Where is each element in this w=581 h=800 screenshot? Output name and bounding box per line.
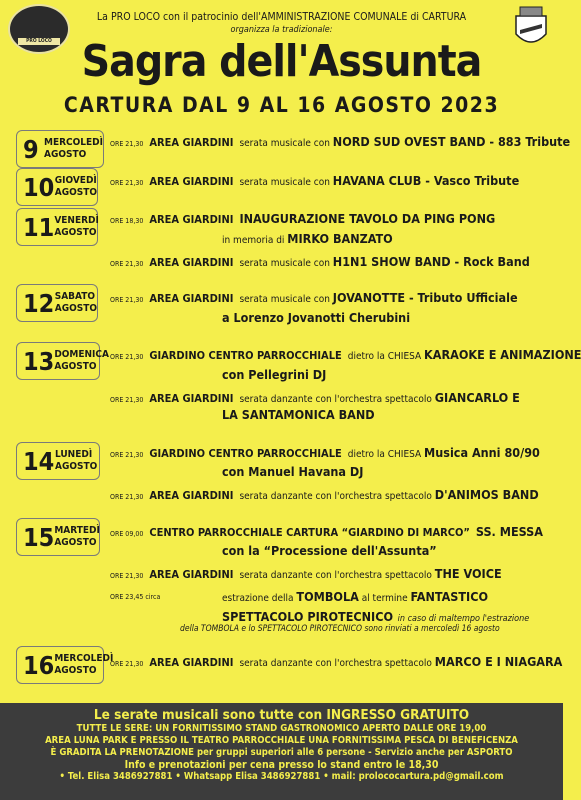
event-row bbox=[110, 174, 519, 190]
event-time: ORE 09,00 bbox=[110, 530, 144, 538]
event-time: ORE 21,30 bbox=[110, 396, 144, 404]
weekday: MARTEDÌ bbox=[54, 525, 100, 536]
event-row bbox=[110, 348, 581, 364]
event-desc: serata musicale con bbox=[239, 177, 330, 188]
day-number: 11 bbox=[23, 212, 55, 242]
event-subline: con Pellegrini DJ bbox=[222, 367, 327, 382]
event-desc: serata musicale con bbox=[239, 294, 330, 305]
footer-line: AREA LUNA PARK E PRESSO IL TEATRO PARROCCHIALE UNA FORNITISSIMA PESCA DI BENEFICENZA bbox=[45, 735, 518, 746]
day-box-12 bbox=[16, 284, 98, 322]
intro-text: La PRO LOCO con il patrocinio dell'AMMINISTRAZIONE COMUNALE di CARTURA bbox=[96, 11, 467, 23]
event-row bbox=[110, 255, 530, 271]
event-title: NORD SUD OVEST BAND bbox=[332, 134, 486, 149]
event-note: della TOMBOLA e lo SPETTACOLO PIROTECNICO sono rinviati a mercoledì 16 agosto bbox=[180, 624, 500, 634]
day-number: 10 bbox=[23, 172, 55, 202]
month: AGOSTO bbox=[54, 665, 97, 676]
event-time: ORE 18,30 bbox=[110, 217, 144, 225]
event-time: ORE 21,30 bbox=[110, 179, 144, 187]
event-title: SPETTACOLO PIROTECNICO bbox=[222, 609, 394, 624]
event-desc: in memoria di bbox=[222, 235, 285, 246]
event-desc: dietro la CHIESA bbox=[347, 351, 422, 362]
event-location: CENTRO PARROCCHIALE CARTURA “GIARDINO DI MARCO” bbox=[149, 526, 470, 539]
footer bbox=[0, 703, 563, 800]
event-title: D'ANIMOS BAND bbox=[434, 487, 539, 502]
event-title: TOMBOLA bbox=[296, 589, 359, 604]
event-desc: serata musicale con bbox=[239, 258, 330, 269]
event-time: ORE 21,30 bbox=[110, 140, 144, 148]
event-desc: estrazione della bbox=[222, 593, 294, 604]
event-location: AREA GIARDINI bbox=[149, 568, 234, 581]
event-row bbox=[222, 589, 488, 604]
event-desc: serata musicale con bbox=[239, 138, 330, 149]
footer-contacts: • Tel. Elisa 3486927881 • Whatsapp Elisa 3486927881 • mail: prolococartura.pd@gmail.com bbox=[59, 771, 504, 782]
day-box-11 bbox=[16, 208, 98, 246]
event-row bbox=[110, 212, 495, 228]
event-desc: al termine bbox=[361, 593, 408, 604]
event-location: AREA GIARDINI bbox=[149, 136, 234, 149]
event-title: FANTASTICO bbox=[410, 589, 489, 604]
event-row bbox=[110, 135, 570, 151]
day-number: 9 bbox=[23, 134, 39, 164]
day-number: 13 bbox=[23, 346, 55, 376]
event-title: HAVANA CLUB bbox=[332, 173, 422, 188]
day-box-9 bbox=[16, 130, 104, 168]
event-time: ORE 23,45 circa bbox=[110, 593, 161, 601]
event-row bbox=[110, 655, 562, 671]
event-title: KARAOKE E ANIMAZIONE bbox=[424, 347, 581, 362]
month: AGOSTO bbox=[55, 461, 98, 472]
event-desc: serata danzante con l'orchestra spettacolo bbox=[239, 491, 432, 502]
month: AGOSTO bbox=[44, 149, 87, 160]
event-title: MARCO E I NIAGARA bbox=[434, 654, 563, 669]
event-desc: serata danzante con l'orchestra spettacolo bbox=[239, 394, 432, 405]
event-time: ORE 21,30 bbox=[110, 296, 144, 304]
footer-headline: Le serate musicali sono tutte con INGRESSO GRATUITO bbox=[93, 707, 470, 723]
event-note: in caso di maltempo l'estrazione bbox=[397, 614, 530, 624]
day-number: 15 bbox=[23, 522, 55, 552]
day-number: 16 bbox=[23, 650, 55, 680]
event-location: GIARDINO CENTRO PARROCCHIALE bbox=[149, 447, 342, 460]
event-row bbox=[110, 488, 539, 504]
day-number: 12 bbox=[23, 288, 55, 318]
event-subline bbox=[222, 606, 529, 625]
event-row bbox=[110, 291, 518, 307]
weekday: DOMENICA bbox=[54, 349, 109, 360]
month: AGOSTO bbox=[54, 537, 97, 548]
event-location: AREA GIARDINI bbox=[149, 256, 234, 269]
event-title: MIRKO BANZATO bbox=[287, 231, 393, 246]
event-location: AREA GIARDINI bbox=[149, 175, 234, 188]
month: AGOSTO bbox=[54, 227, 97, 238]
event-row bbox=[110, 567, 502, 583]
event-title: Musica Anni 80/90 bbox=[424, 445, 540, 460]
event-time: ORE 21,30 bbox=[110, 451, 144, 459]
event-subline: a Lorenzo Jovanotti Cherubini bbox=[222, 310, 411, 325]
event-location: AREA GIARDINI bbox=[149, 392, 234, 405]
weekday: MERCOLEDÌ bbox=[54, 653, 114, 664]
day-box-14 bbox=[16, 442, 100, 480]
event-location: AREA GIARDINI bbox=[149, 656, 234, 669]
weekday: VENERDÌ bbox=[54, 215, 99, 226]
event-time: ORE 21,30 bbox=[110, 493, 144, 501]
event-subline: con la “Processione dell'Assunta” bbox=[222, 543, 437, 558]
event-subline: LA SANTAMONICA BAND bbox=[222, 407, 375, 422]
event-subline: con Manuel Havana DJ bbox=[222, 464, 364, 479]
event-title: JOVANOTTE bbox=[332, 290, 406, 305]
weekday: LUNEDÌ bbox=[55, 449, 93, 460]
event-row bbox=[110, 446, 540, 462]
footer-info: Info e prenotazioni per cena presso lo stand entro le 18,30 bbox=[124, 759, 439, 771]
weekday: MERCOLEDÌ bbox=[44, 137, 103, 148]
organizza-text: organizza la tradizionale: bbox=[230, 25, 333, 35]
weekday: GIOVEDÌ bbox=[54, 175, 97, 186]
logo-band: PRO LOCO bbox=[18, 38, 60, 45]
day-box-13 bbox=[16, 342, 109, 380]
page-subtitle: CARTURA DAL 9 AL 16 AGOSTO 2023 bbox=[63, 93, 500, 117]
event-desc: serata danzante con l'orchestra spettacolo bbox=[239, 658, 432, 669]
event-extra: - Tributo Ufficiale bbox=[405, 290, 518, 305]
event-title: H1N1 SHOW BAND bbox=[332, 254, 451, 269]
event-title: SS. MESSA bbox=[475, 524, 543, 539]
event-extra: - 883 Tribute bbox=[485, 134, 571, 149]
day-box-16 bbox=[16, 646, 114, 684]
month: AGOSTO bbox=[54, 303, 97, 314]
event-row bbox=[110, 391, 520, 407]
event-title: GIANCARLO E bbox=[434, 390, 520, 405]
event-time: ORE 21,30 bbox=[110, 572, 144, 580]
event-row bbox=[110, 525, 543, 541]
month: AGOSTO bbox=[54, 361, 97, 372]
event-time: ORE 21,30 bbox=[110, 660, 144, 668]
day-box-10 bbox=[16, 168, 98, 206]
event-time: ORE 21,30 bbox=[110, 353, 144, 361]
event-extra: - Rock Band bbox=[450, 254, 530, 269]
event-time: ORE 21,30 bbox=[110, 260, 144, 268]
day-box-15 bbox=[16, 518, 100, 556]
event-desc: dietro la CHIESA bbox=[347, 449, 422, 460]
month: AGOSTO bbox=[54, 187, 97, 198]
event-subline bbox=[222, 231, 393, 246]
event-title: THE VOICE bbox=[434, 566, 502, 581]
event-desc: serata danzante con l'orchestra spettacolo bbox=[239, 570, 432, 581]
event-location: AREA GIARDINI bbox=[149, 213, 234, 226]
event-extra: - Vasco Tribute bbox=[421, 173, 520, 188]
day-number: 14 bbox=[23, 446, 55, 476]
event-location: AREA GIARDINI bbox=[149, 292, 234, 305]
footer-line: TUTTE LE SERE: UN FORNITISSIMO STAND GASTRONOMICO APERTO DALLE ORE 19,00 bbox=[76, 723, 487, 734]
event-location: GIARDINO CENTRO PARROCCHIALE bbox=[149, 349, 342, 362]
page-title: Sagra dell'Assunta bbox=[81, 36, 482, 87]
event-title: INAUGURAZIONE TAVOLO DA PING PONG bbox=[239, 211, 496, 226]
footer-line: È GRADITA LA PRENOTAZIONE per gruppi superiori alle 6 persone - Servizio anche per ASPORTO bbox=[50, 747, 513, 758]
weekday: SABATO bbox=[54, 291, 96, 302]
event-location: AREA GIARDINI bbox=[149, 489, 234, 502]
